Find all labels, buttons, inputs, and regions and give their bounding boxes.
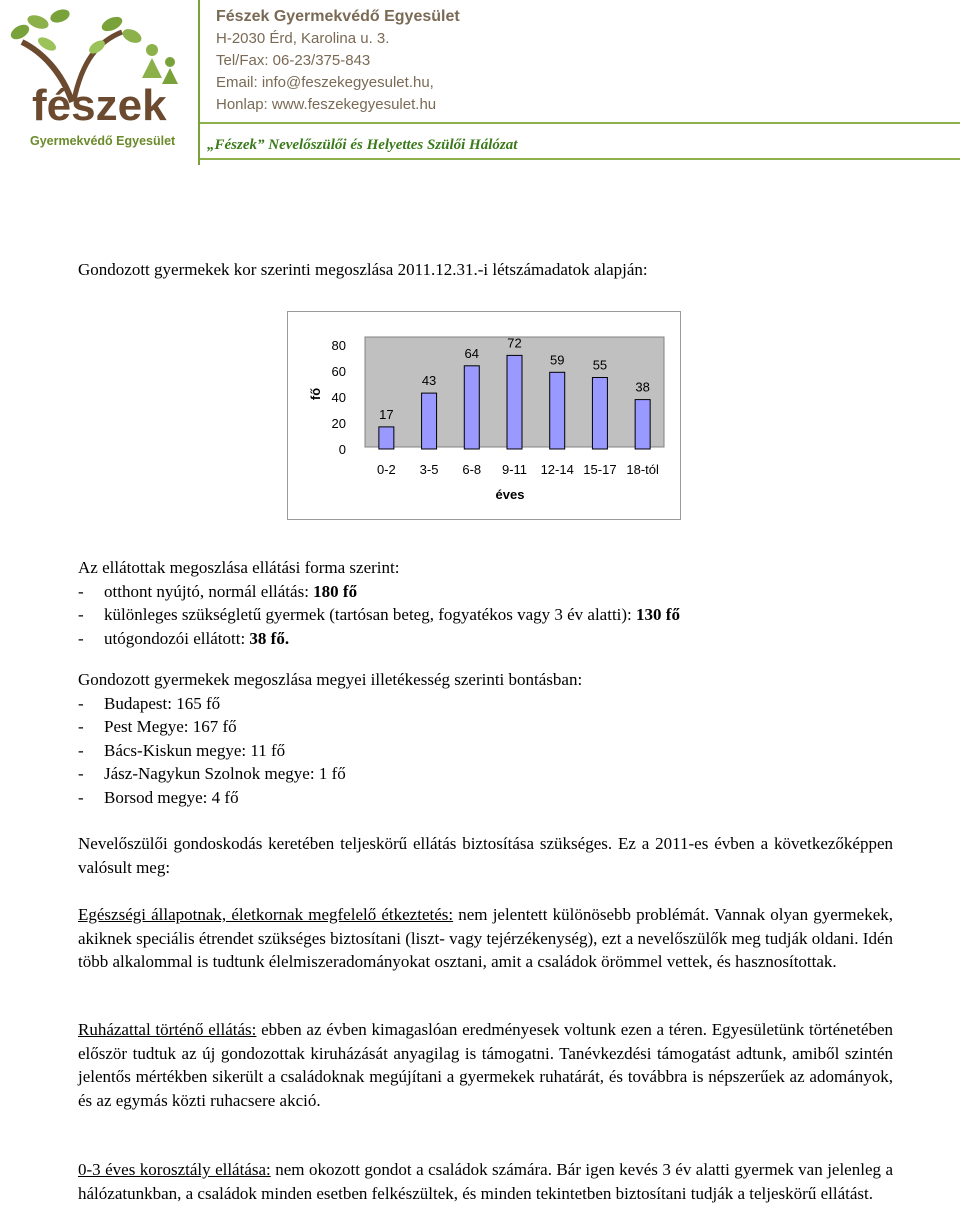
bar [422, 393, 437, 449]
county-section [78, 668, 893, 809]
x-tick-label: 9-11 [501, 462, 528, 477]
letterhead [0, 0, 960, 165]
chart-svg [288, 312, 680, 519]
data-label: 72 [507, 335, 522, 351]
header-divider-bottom [200, 158, 960, 160]
care-form-list [78, 580, 893, 651]
county-list [78, 692, 893, 810]
network-title: „Fészek” Nevelőszülői és Helyettes Szülői Hálózat [207, 137, 518, 153]
header-vertical-divider [198, 0, 200, 165]
y-tick-label: 0 [338, 442, 346, 457]
bar [507, 355, 522, 449]
clothing-body: ebben az évben kimagaslóan eredményesek voltunk ezen a téren. Egyesületünk történetében először tudtuk az új gondozottak kiruházását anyagilag is támogatni. Tanévkezdési támogatást adtunk, amiből szintén jelentős mértékben sikerült a családoknak megújítani a gyermekek ruhatárát, és továbbra is népszerűek az adományok, és az egymás közti ruhacsere akció. [78, 1020, 893, 1110]
data-label: 55 [592, 357, 608, 373]
feszek-logo [2, 2, 192, 162]
data-label: 38 [635, 379, 650, 395]
care-form-heading: Az ellátottak megoszlása ellátási forma szerint: [78, 558, 400, 577]
bar [635, 400, 650, 449]
list-item: - utógondozói ellátott: 38 fő. [78, 627, 893, 651]
food-title: Egészségi állapotnak, életkornak megfelelő étkeztetés: [78, 905, 454, 924]
x-tick-label: 12-14 [540, 462, 574, 477]
x-tick-label: 3-5 [419, 462, 439, 477]
clothing-title: Ruházattal történő ellátás: [78, 1020, 257, 1039]
list-item: - Budapest: 165 fő [78, 692, 893, 716]
website[interactable]: Honlap: www.feszekegyesulet.hu [216, 96, 437, 113]
list-item: - Pest Megye: 167 fő [78, 715, 893, 739]
data-label: 59 [549, 352, 565, 368]
email[interactable]: Email: info@feszekegyesulet.hu, [216, 74, 434, 91]
food-paragraph [78, 903, 893, 974]
county-heading: Gondozott gyermekek megoszlása megyei illetékesség szerinti bontásban: [78, 670, 583, 689]
care-paragraph: Nevelőszülői gondoskodás keretében teljeskörű ellátás biztosítása szükséges. Ez a 2011-es évben a következőképpen valósult meg: [78, 834, 893, 877]
data-label: 17 [379, 406, 394, 422]
x-tick-label: 6-8 [462, 462, 482, 477]
infant-title: 0-3 éves korosztály ellátása: [78, 1160, 271, 1179]
org-name: Fészek Gyermekvédő Egyesület [216, 8, 460, 25]
bar [464, 366, 479, 449]
phone: Tel/Fax: 06-23/375-843 [216, 52, 371, 69]
infant-paragraph [78, 1158, 893, 1205]
data-label: 64 [464, 345, 480, 361]
y-tick-label: 60 [331, 364, 346, 379]
x-tick-label: 18-tól [626, 462, 659, 477]
tree-icon [2, 2, 192, 162]
list-item: - Bács-Kiskun megye: 11 fő [78, 739, 893, 763]
header-divider-top [200, 122, 960, 124]
bar [592, 378, 607, 450]
logo-word: fészek [32, 81, 167, 130]
y-tick-label: 20 [331, 416, 346, 431]
logo-subtitle: Gyermekvédő Egyesület [30, 134, 176, 148]
y-tick-label: 80 [331, 338, 346, 353]
y-tick-label: 40 [331, 390, 346, 405]
list-item: - Borsod megye: 4 fő [78, 786, 893, 810]
y-axis-label: fő [308, 387, 323, 401]
bar [379, 427, 394, 449]
data-label: 43 [421, 373, 437, 389]
x-axis-label: éves [495, 487, 525, 502]
clothing-paragraph [78, 1018, 893, 1112]
age-distribution-chart [287, 311, 681, 520]
infant-body: nem okozott gondot a családok számára. Bár igen kevés 3 év alatti gyermek van jelenleg a hálózatunkban, a családok minden esetben felkészültek, és minden tekintetben biztosítani tudják a teljeskörű ellátást. [78, 1160, 894, 1203]
food-body: nem jelentett különösebb problémát. Vannak olyan gyermekek, akiknek speciális étrendet szükséges biztosítani (liszt- vagy tejérzékenység), ezt a nevelőszülők meg tudják oldani. Idén több alkalommal is tudtunk élelmiszeradományokat osztani, amit a családok örömmel vettek, és hasznosítottak. [78, 905, 893, 971]
address: H-2030 Érd, Karolina u. 3. [216, 30, 390, 47]
list-item: - Jász-Nagykun Szolnok megye: 1 fő [78, 762, 893, 786]
care-form-section [78, 556, 893, 650]
bar [550, 372, 565, 449]
list-item: - otthont nyújtó, normál ellátás: 180 fő [78, 580, 893, 604]
x-tick-label: 0-2 [376, 462, 396, 477]
list-item: - különleges szükségletű gyermek (tartósan beteg, fogyatékos vagy 3 év alatti): 130 fő [78, 603, 893, 627]
x-tick-label: 15-17 [583, 462, 617, 477]
contact-block [216, 6, 460, 116]
chart-intro: Gondozott gyermekek kor szerinti megoszlása 2011.12.31.-i létszámadatok alapján: [78, 260, 648, 279]
